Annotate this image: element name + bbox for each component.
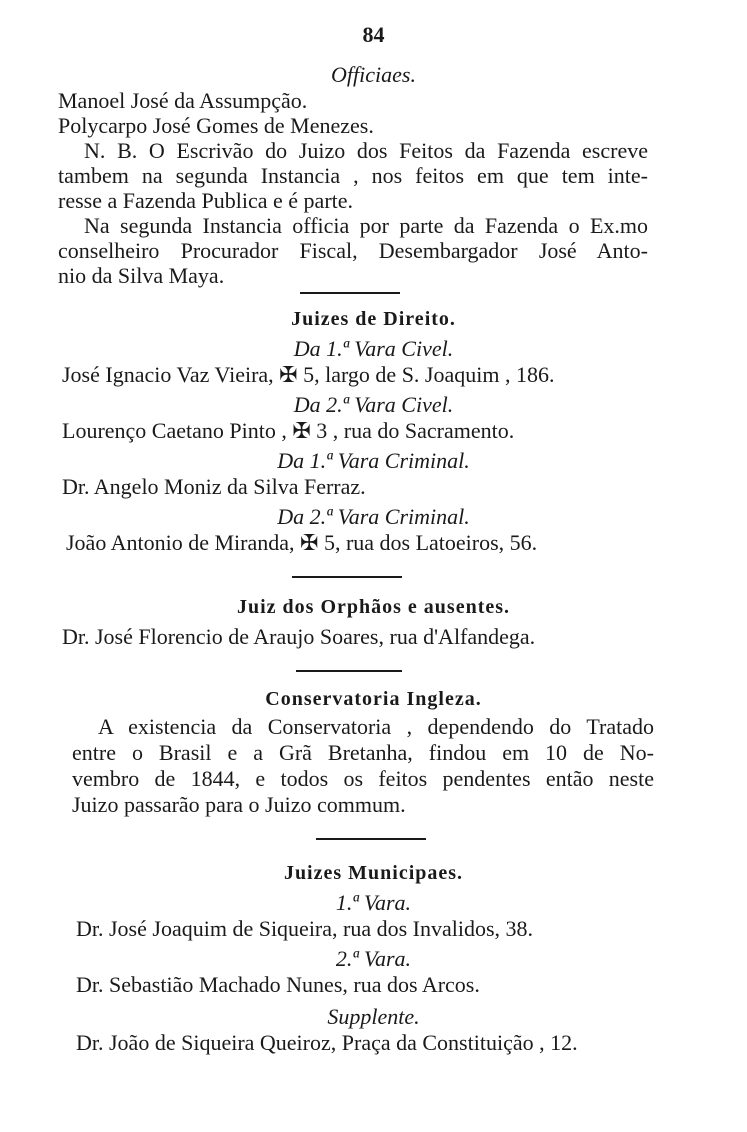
section-divider [300,292,400,294]
section-heading-conservatoria: Conservatoria Ingleza. [265,688,482,710]
judge-entry: João Antonio de Miranda, ✠ 5, rua dos Latoeiros, 56. [66,530,538,555]
subheading-vara: Da 1.ª Vara Criminal. [277,448,470,473]
section-divider [316,838,426,840]
judge-entry: Dr. Angelo Moniz da Silva Ferraz. [62,474,366,499]
paragraph-line: vembro de 1844, e todos os feitos pendentes então neste [72,766,654,791]
paragraph-line: entre o Brasil e a Grã Bretanha, findou em 10 de No- [72,740,654,765]
paragraph-line: conselheiro Procurador Fiscal, Desembargador José Anto- [58,238,648,263]
subheading-supplente: Supplente. [327,1004,420,1029]
section-heading-municipaes: Juizes Municipaes. [283,862,464,884]
section-divider [296,670,402,672]
officer-name: Manoel José da Assumpção. [58,88,308,113]
subheading-vara: 2.ª Vara. [335,946,412,971]
paragraph-line: A existencia da Conservatoria , dependendo do Tratado [98,714,654,739]
judge-entry: José Ignacio Vaz Vieira, ✠ 5, largo de S. Joaquim , 186. [62,362,555,387]
paragraph-line: Juizo passarão para o Juizo commum. [72,792,406,817]
paragraph-line: nio da Silva Maya. [58,263,225,288]
section-heading-officiaes: Officiaes. [331,62,416,87]
paragraph-line: Na segunda Instancia officia por parte da Fazenda o Ex.mo [84,213,648,238]
judge-entry: Dr. José Florencio de Araujo Soares, rua d'Alfandega. [62,624,536,649]
section-heading-orphaos: Juiz dos Orphãos e ausentes. [236,596,511,618]
judge-entry: Dr. Sebastião Machado Nunes, rua dos Arcos. [76,972,480,997]
officer-name: Polycarpo José Gomes de Menezes. [58,113,374,138]
nb-note-line: tambem na segunda Instancia , nos feitos em que tem inte- [58,163,648,188]
section-divider [292,576,402,578]
section-heading-juizes-direito: Juizes de Direito. [291,308,456,330]
subheading-vara: Da 2.ª Vara Criminal. [277,504,470,529]
page-number: 84 [362,22,385,47]
judge-entry: Dr. José Joaquim de Siqueira, rua dos Invalidos, 38. [76,916,534,941]
subheading-vara: Da 1.ª Vara Civel. [293,336,454,361]
judge-entry: Dr. João de Siqueira Queiroz, Praça da Constituição , 12. [76,1030,578,1055]
nb-note-line: N. B. O Escrivão do Juizo dos Feitos da Fazenda escreve [84,138,648,163]
subheading-vara: Da 2.ª Vara Civel. [293,392,454,417]
nb-note-line: resse a Fazenda Publica e é parte. [58,188,354,213]
subheading-vara: 1.ª Vara. [335,890,412,915]
judge-entry: Lourenço Caetano Pinto , ✠ 3 , rua do Sacramento. [62,418,515,443]
